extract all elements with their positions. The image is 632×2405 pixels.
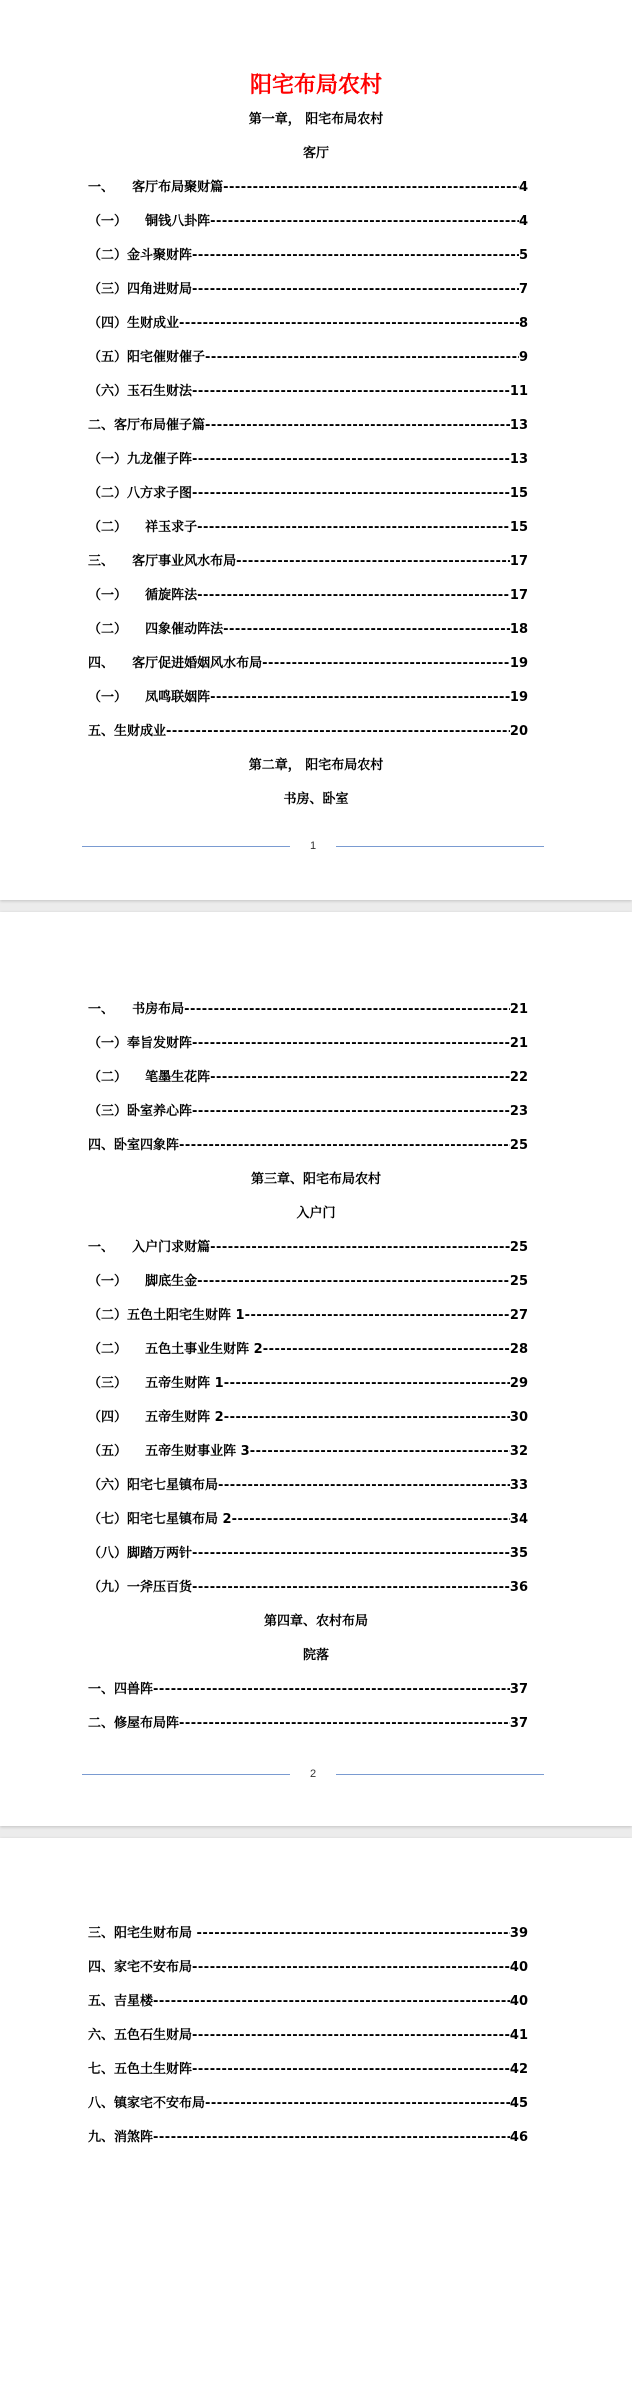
document-title: 阳宅布局农村	[249, 73, 382, 98]
toc-entry[interactable]: （六）玉石生财法 ----- 11	[88, 380, 528, 398]
toc-entry[interactable]: 四、卧室四象阵 ----- 25	[88, 1134, 528, 1152]
toc-entry[interactable]: （九）一斧压百货 ----- 36	[88, 1576, 528, 1594]
section-heading: 院落	[302, 1648, 329, 1663]
toc-entry[interactable]: 九、消煞阵 ----- 46	[88, 2126, 528, 2144]
toc-entry[interactable]: （一） 铜钱八卦阵 ----- 4	[88, 210, 528, 228]
section-heading: 入户门	[296, 1206, 336, 1221]
toc-entry[interactable]: 五、吉星楼 ----- 40	[88, 1990, 528, 2008]
toc-entry[interactable]: （七）阳宅七星镇布局 2 ----- 34	[88, 1508, 528, 1526]
chapter-heading: 第三章、阳宅布局农村	[250, 1172, 381, 1187]
section-heading: 书房、卧室	[283, 792, 349, 807]
toc-entry[interactable]: 三、阳宅生财布局 ----- 39	[88, 1922, 528, 1940]
page-footer	[82, 840, 544, 854]
toc-entry[interactable]: （一） 凤鸣联姻阵 ----- 19	[88, 686, 528, 704]
toc-entry[interactable]: 一、 入户门求财篇 ----- 25	[88, 1236, 528, 1254]
toc-entry[interactable]: （三） 五帝生财阵 1 ----- 29	[88, 1372, 528, 1390]
toc-entry[interactable]: （二） 祥玉求子 ----- 15	[88, 516, 528, 534]
toc-entry[interactable]: （八）脚踏万两针 ----- 35	[88, 1542, 528, 1560]
toc-entry[interactable]: 二、客厅布局催子篇 ----- 13	[88, 414, 528, 432]
toc-entry[interactable]: （二）金斗聚财阵 ----- 5	[88, 244, 528, 262]
page-3	[0, 1838, 632, 2405]
toc-entry[interactable]: 一、 客厅布局聚财篇 ----- 4	[88, 176, 528, 194]
toc-entry[interactable]: （四） 五帝生财阵 2 ----- 30	[88, 1406, 528, 1424]
toc-entry[interactable]: （一） 脚底生金 ----- 25	[88, 1270, 528, 1288]
section-heading: 客厅	[302, 146, 329, 161]
toc-entry[interactable]: （二） 四象催动阵法 ----- 18	[88, 618, 528, 636]
toc-entry[interactable]: （四）生财成业 ----- 8	[88, 312, 528, 330]
page-1	[0, 0, 632, 900]
footer-rule	[336, 846, 544, 847]
toc-entry[interactable]: （五）阳宅催财催子 ----- 9	[88, 346, 528, 364]
toc-entry[interactable]: （一）奉旨发财阵 ----- 21	[88, 1032, 528, 1050]
toc-entry[interactable]: （六）阳宅七星镇布局 ----- 33	[88, 1474, 528, 1492]
chapter-heading: 第一章， 阳宅布局农村	[248, 112, 384, 127]
toc-entry[interactable]: （二） 笔墨生花阵 ----- 22	[88, 1066, 528, 1084]
toc-entry[interactable]: 八、镇家宅不安布局 ----- 45	[88, 2092, 528, 2110]
toc-entry[interactable]: （一） 循旋阵法 ----- 17	[88, 584, 528, 602]
page-number: 1	[309, 840, 317, 852]
toc-entry[interactable]: 六、五色石生财局 ----- 41	[88, 2024, 528, 2042]
toc-entry[interactable]: 五、生财成业 ----- 20	[88, 720, 528, 738]
toc-entry[interactable]: （五） 五帝生财事业阵 3 ----- 32	[88, 1440, 528, 1458]
page-2	[0, 912, 632, 1826]
toc-entry[interactable]: 一、 书房布局 ----- 21	[88, 998, 528, 1016]
toc-entry[interactable]: （二）八方求子图 ----- 15	[88, 482, 528, 500]
toc-entry[interactable]: 四、 客厅促进婚姻风水布局 ----- 19	[88, 652, 528, 670]
toc-entry[interactable]: 三、 客厅事业风水布局 ----- 17	[88, 550, 528, 568]
toc-entry[interactable]: 七、五色土生财阵 ----- 42	[88, 2058, 528, 2076]
toc-entry[interactable]: （二） 五色土事业生财阵 2 ----- 28	[88, 1338, 528, 1356]
toc-entry[interactable]: 四、家宅不安布局 ----- 40	[88, 1956, 528, 1974]
toc-entry[interactable]: （三）四角进财局 ----- 7	[88, 278, 528, 296]
chapter-heading: 第四章、农村布局	[263, 1614, 368, 1629]
footer-rule	[336, 1774, 544, 1775]
toc-entry[interactable]: （二）五色土阳宅生财阵 1 ----- 27	[88, 1304, 528, 1322]
toc-entry[interactable]: 一、四兽阵 ----- 37	[88, 1678, 528, 1696]
toc-entry[interactable]: （三）卧室养心阵 ----- 23	[88, 1100, 528, 1118]
page-number: 2	[309, 1768, 317, 1780]
page-footer	[82, 1768, 544, 1782]
toc-entry[interactable]: （一）九龙催子阵 ----- 13	[88, 448, 528, 466]
chapter-heading: 第二章， 阳宅布局农村	[248, 758, 384, 773]
toc-entry[interactable]: 二、修屋布局阵 ----- 37	[88, 1712, 528, 1730]
